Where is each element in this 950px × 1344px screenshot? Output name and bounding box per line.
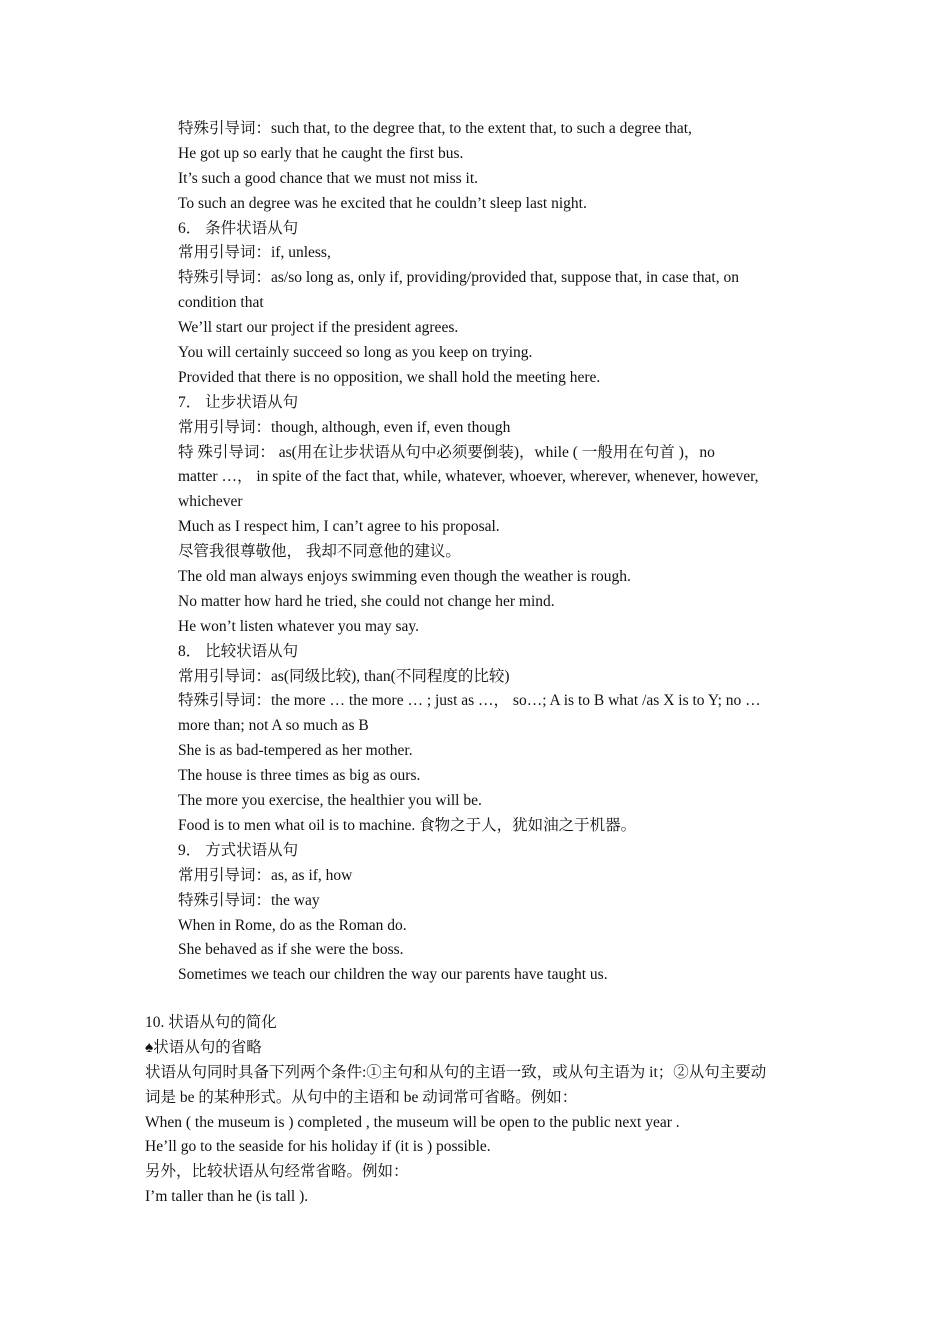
section-heading-9: 9． 方式状语从句 xyxy=(178,841,299,859)
text-line: 常用引导词：as(同级比较), than(不同程度的比较) xyxy=(178,667,510,685)
text-line: 特殊引导词：the more … the more … ; just as …， so…; A is to B what /as X is to Y; no … xyxy=(178,692,761,710)
example-sentence: The old man always enjoys swimming even though the weather is rough. xyxy=(178,568,631,586)
example-sentence: He got up so early that he caught the first bus. xyxy=(178,144,464,162)
example-sentence: When in Rome, do as the Roman do. xyxy=(178,916,407,934)
text-line: 常用引导词：as, as if, how xyxy=(178,866,353,884)
example-sentence: Much as I respect him, I can’t agree to his proposal. xyxy=(178,518,500,536)
example-sentence: Food is to men what oil is to machine. 食物之于人，犹如油之于机器。 xyxy=(178,816,637,834)
translation-line: 尽管我很尊敬他， 我却不同意他的建议。 xyxy=(178,543,461,561)
text-line: 特 殊引导词： as(用在让步状语从句中必须要倒装)，while ( 一般用在句首 )，no xyxy=(178,443,715,461)
text-line: 状语从句同时具备下列两个条件:①主句和从句的主语一致，或从句主语为 it；②从句主要动 xyxy=(145,1063,767,1081)
example-sentence: Sometimes we teach our children the way our parents have taught us. xyxy=(178,966,608,984)
section-heading-8: 8． 比较状语从句 xyxy=(178,642,299,660)
example-sentence: Provided that there is no opposition, we shall hold the meeting here. xyxy=(178,368,601,386)
section-heading-10: 10. 状语从句的简化 xyxy=(145,1014,277,1031)
text-line: matter …， in spite of the fact that, while, whatever, whoever, wherever, whenever, however, xyxy=(178,468,759,486)
text-line: 特殊引导词：such that, to the degree that, to the extent that, to such a degree that, xyxy=(178,120,692,137)
example-sentence: The house is three times as big as ours. xyxy=(178,767,421,785)
text-line: condition that xyxy=(178,294,264,312)
text-line: more than; not A so much as B xyxy=(178,717,369,735)
section-heading-6: 6． 条件状语从句 xyxy=(178,219,299,237)
text-line: 特殊引导词：as/so long as, only if, providing/provided that, suppose that, in case that, on xyxy=(178,269,739,287)
text-line: 另外，比较状语从句经常省略。例如： xyxy=(145,1163,409,1181)
text-line: whichever xyxy=(178,493,243,511)
subsection-heading: ♠状语从句的省略 xyxy=(145,1038,262,1056)
example-sentence: The more you exercise, the healthier you will be. xyxy=(178,792,482,810)
example-sentence: He’ll go to the seaside for his holiday if (it is ) possible. xyxy=(145,1138,491,1156)
example-sentence: She is as bad-tempered as her mother. xyxy=(178,742,413,760)
text-line: 常用引导词：though, although, even if, even though xyxy=(178,418,511,436)
clause-simplification-section xyxy=(145,1011,817,1210)
example-sentence: It’s such a good chance that we must not miss it. xyxy=(178,169,479,187)
example-sentence: She behaved as if she were the boss. xyxy=(178,941,404,959)
example-sentence: To such an degree was he excited that he couldn’t sleep last night. xyxy=(178,194,587,212)
example-sentence: He won’t listen whatever you may say. xyxy=(178,617,420,635)
section-heading-7: 7． 让步状语从句 xyxy=(178,393,299,411)
example-sentence: We’ll start our project if the president agrees. xyxy=(178,319,459,337)
text-line: 常用引导词：if, unless, xyxy=(178,244,331,262)
example-sentence: I’m taller than he (is tall ). xyxy=(145,1188,309,1206)
adverbial-clauses-section xyxy=(178,117,818,988)
text-line: 词是 be 的某种形式。从句中的主语和 be 动词常可省略。例如： xyxy=(145,1088,578,1106)
text-line: 特殊引导词：the way xyxy=(178,891,320,909)
example-sentence: No matter how hard he tried, she could not change her mind. xyxy=(178,592,555,610)
example-sentence: You will certainly succeed so long as you keep on trying. xyxy=(178,344,533,362)
example-sentence: When ( the museum is ) completed , the museum will be open to the public next year . xyxy=(145,1113,680,1131)
